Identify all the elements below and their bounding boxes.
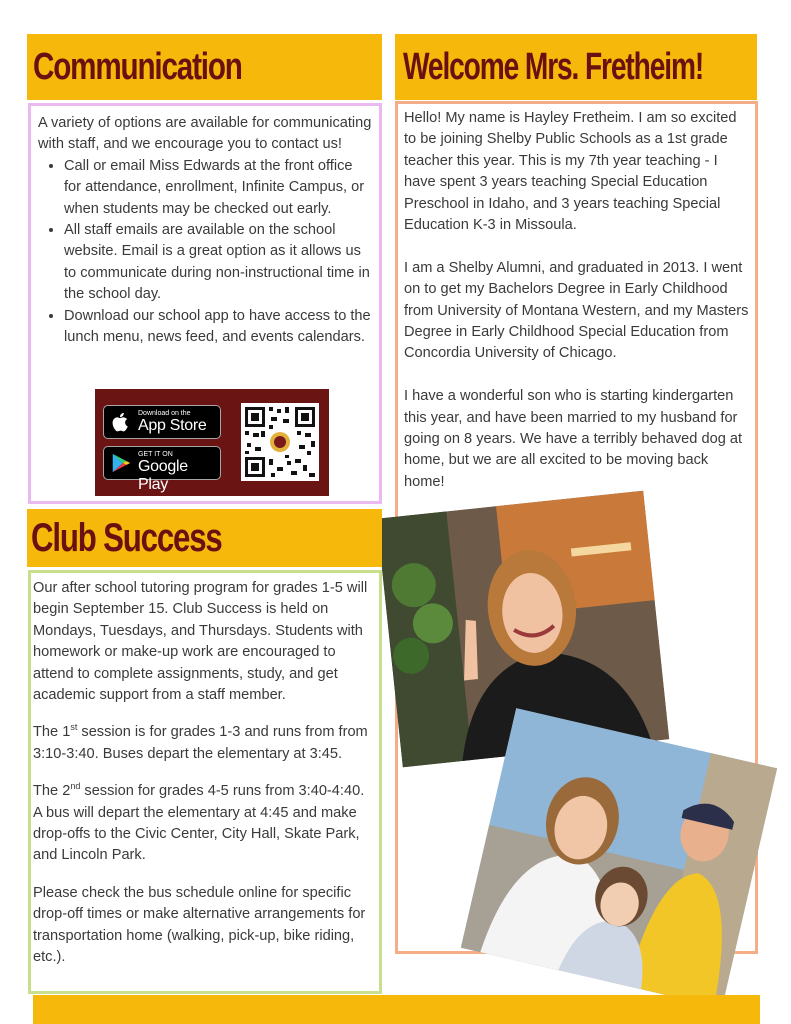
communication-list xyxy=(38,156,373,349)
communication-header xyxy=(27,34,382,100)
list-item: • Download our school app to have access to the lunch menu, news feed, and events calendars. xyxy=(64,306,373,349)
welcome-paragraph: Hello! My name is Hayley Fretheim. I am so excited to be joining Shelby Public Schools as a 1st grade teacher this year. This is my 7th year teaching - I have spent 3 years teaching Special Education Preschool in Idaho, and 3 years teaching Special Education K-3 in Missoula. xyxy=(404,110,737,234)
welcome-title: Welcome Mrs. Fretheim! xyxy=(403,45,704,88)
list-item: • All staff emails are available on the school website. Email is a great option as it allows us to communicate during non-instructional time in the school day. xyxy=(64,220,373,306)
google-play-label: Google Play xyxy=(138,458,188,493)
app-store-small-text: Download on the xyxy=(138,410,191,417)
google-play-small-text: GET IT ON xyxy=(138,451,173,458)
welcome-paragraph: I have a wonderful son who is starting kindergarten this year, and have been married to my husband for going on 8 years. We have a terribly behaved dog at home, but we are all excited to be moving back home! xyxy=(404,388,743,490)
apple-icon xyxy=(110,411,132,433)
app-store-label: App Store xyxy=(138,417,207,434)
welcome-paragraph: I am a Shelby Alumni, and graduated in 2013. I went on to get my Bachelors Degree in Early Childhood from University of Montana Western, and my Masters Degree in Early Childhood Special Education from Concordia University of Chicago. xyxy=(404,259,749,362)
qr-code[interactable] xyxy=(241,403,319,481)
club-paragraph: Our after school tutoring program for grades 1-5 will begin September 15. Club Success is held on Mondays, Tuesdays, and Thursdays. Students with homework or make-up work are encouraged to attend to complete assignments, study, and get academic support from a staff member. xyxy=(33,580,368,704)
club-success-panel xyxy=(28,570,382,994)
club-paragraph-session-2: The 2nd session for grades 4-5 runs from 3:40-4:40. A bus will depart the elementary at 4:45 and make drop-offs to the Civic Center, City Hall, Skate Park, and Lincoln Park. xyxy=(33,781,365,864)
app-download-panel xyxy=(95,389,329,496)
google-play-icon xyxy=(110,452,132,474)
footer-bar xyxy=(33,995,760,1024)
qr-code-icon xyxy=(241,403,319,481)
club-success-title: Club Success xyxy=(31,515,222,560)
club-success-header xyxy=(27,509,382,567)
club-paragraph: Please check the bus schedule online for specific drop-off times or make alternative arrangements for transportation home (walking, pick-up, bike riding, etc.). xyxy=(33,884,366,966)
welcome-header xyxy=(395,34,757,100)
app-store-badge[interactable] xyxy=(103,405,221,439)
club-paragraph-session-1: The 1st session is for grades 1-3 and runs from from 3:10-3:40. Buses depart the elementary at 3:45. xyxy=(33,722,368,762)
communication-title: Communication xyxy=(33,45,242,88)
google-play-badge[interactable] xyxy=(103,446,221,493)
list-item: • Call or email Miss Edwards at the front office for attendance, enrollment, Infinite Campus, or when students may be checked out early. xyxy=(64,156,373,220)
communication-intro: A variety of options are available for communicating with staff, and we encourage you to contact us! xyxy=(38,115,372,153)
